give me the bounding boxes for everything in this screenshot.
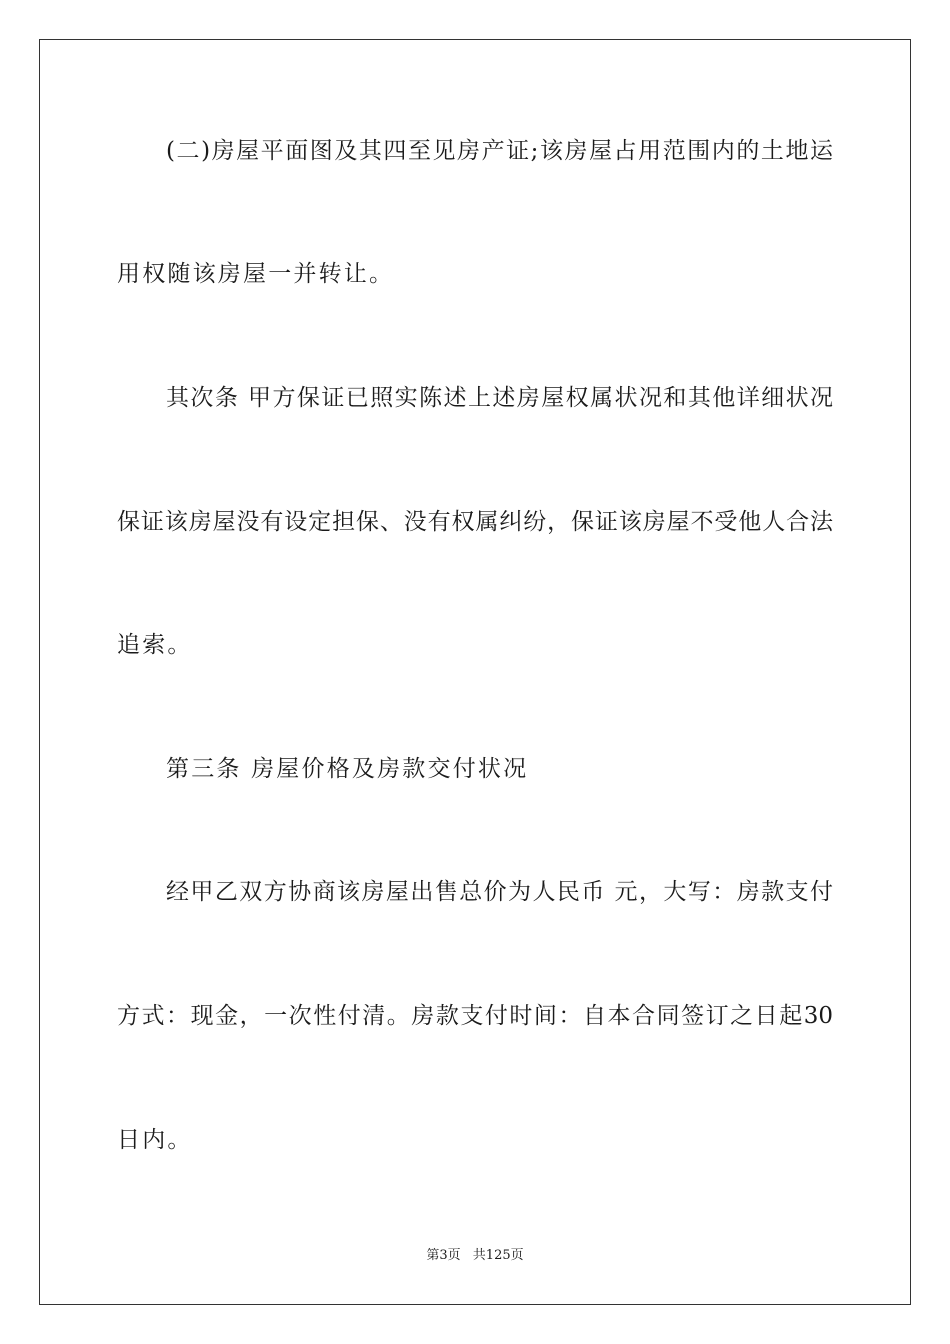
paragraph-line-7: 经甲乙双方协商该房屋出售总价为人民币 元，大写：房款支付 [166,879,833,905]
page-border [39,39,911,1305]
section-heading-article-3: 第三条 房屋价格及房款交付状况 [166,756,529,782]
page-footer [0,1247,950,1265]
paragraph-line-4: 保证该房屋没有设定担保、没有权属纠纷，保证该房屋不受他人合法 [117,509,833,535]
paragraph-line-2: 用权随该房屋一并转让。 [117,261,395,287]
paragraph-line-9: 日内。 [117,1127,193,1153]
paragraph-line-5: 追索。 [117,632,193,658]
page-number: 第3页 [426,1248,461,1263]
paragraph-line-1: (二)房屋平面图及其四至见房产证;该房屋占用范围内的土地运 [166,138,833,164]
total-pages: 共125页 [472,1248,524,1263]
paragraph-line-3: 其次条 甲方保证已照实陈述上述房屋权属状况和其他详细状况 [166,385,833,411]
paragraph-line-8: 方式：现金，一次性付清。房款支付时间：自本合同签订之日起30 [117,1003,833,1029]
